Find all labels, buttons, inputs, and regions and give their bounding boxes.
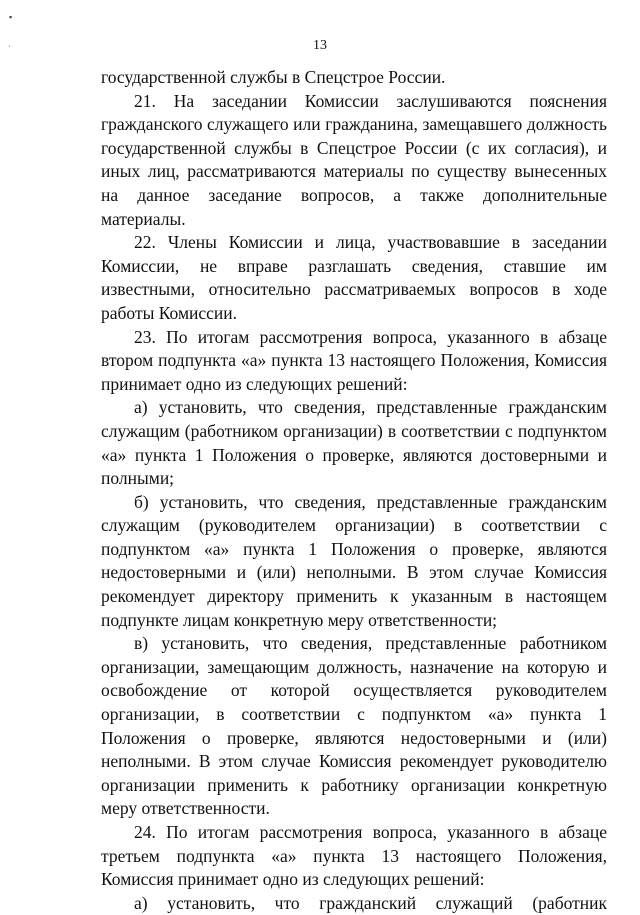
paragraph-23: 23. По итогам рассмотрения вопроса, указанного в абзаце втором подпункта «а» пункта 13 настоящего Положения, Комиссия принимает одно из следующих решений: bbox=[101, 326, 607, 394]
scan-mark: ˙ bbox=[8, 44, 11, 54]
paragraph-21: 21. На заседании Комиссии заслушиваются пояснения гражданского служащего или гражданина, замещавшего должность государственной службы в Спецстрое России (с их согласия), и иных лиц, рассматриваются материалы по существу вынесенных на данное заседание вопросов, а также дополнительные материалы. bbox=[101, 90, 607, 229]
paragraph-23-v: в) установить, что сведения, представленные работником организации, замещающим должность, назначение на которую и освобождение от которой осуществляется руководителем организации, в соответствии с подпунктом «а» пункта 1 Положения о проверке, являются недостоверными и (или) неполными. В этом случае Комиссия рекомендует руководителю организации применить к работнику организации конкретную меру ответственности. bbox=[101, 633, 607, 819]
paragraph-24-a: а) установить, что гражданский служащий (работник bbox=[134, 892, 607, 913]
scan-mark: ▪ bbox=[9, 12, 13, 22]
document-body bbox=[101, 66, 607, 915]
paragraph-23-a: а) установить, что сведения, представленные гражданским служащим (работником организации) в соответствии с подпунктом «а» пункта 1 Положения о проверке, являются достоверными и полными; bbox=[101, 397, 607, 489]
page-number: 13 bbox=[313, 38, 327, 53]
paragraph-22: 22. Члены Комиссии и лица, участвовавшие в заседании Комиссии, не вправе разглашать сведения, ставшие им известными, относительно рассматриваемых вопросов в ходе работы Комиссии. bbox=[101, 232, 607, 323]
paragraph-continuation: государственной службы в Спецстрое России. bbox=[101, 67, 446, 87]
paragraph-24: 24. По итогам рассмотрения вопроса, указанного в абзаце третьем подпункта «а» пункта 13 настоящего Положения, Комиссия принимает одно из следующих решений: bbox=[101, 822, 607, 890]
paragraph-23-b: б) установить, что сведения, представленные гражданским служащим (руководителем организации) в соответствии с подпунктом «а» пункта 1 Положения о проверке, являются недостоверными и (или) неполными. В этом случае Комиссия рекомендует директору применить к указанным в настоящем подпункте лицам конкретную меру ответственности; bbox=[101, 491, 607, 630]
